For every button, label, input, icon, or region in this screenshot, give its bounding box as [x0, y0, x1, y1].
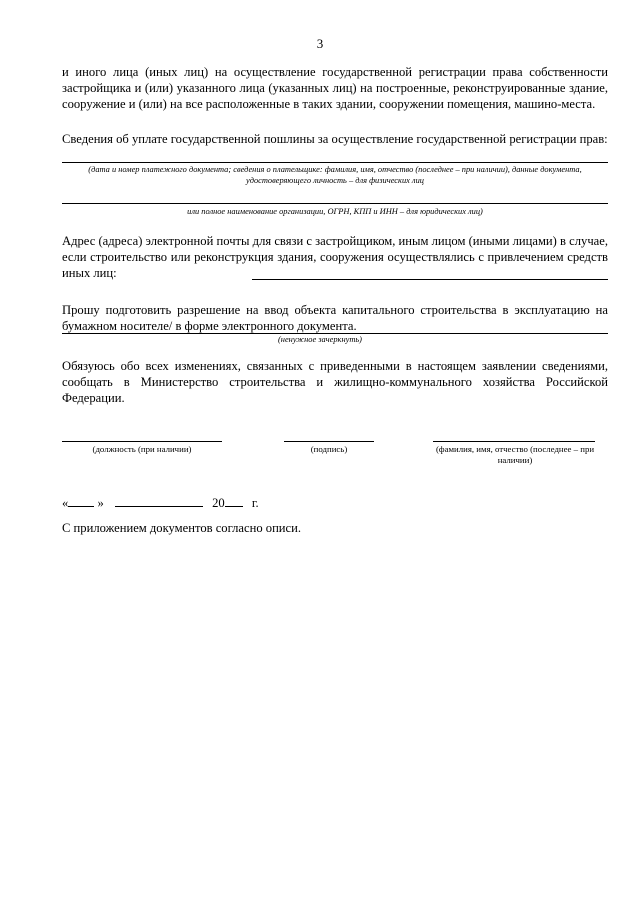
name-line	[433, 441, 595, 442]
fee-paragraph: Сведения об уплате государственной пошлины за осуществление государственной регистрации прав:	[62, 132, 608, 146]
date-close-quote: »	[97, 496, 104, 510]
month-blank	[115, 494, 203, 507]
fee-note-1: (дата и номер платежного документа; сведения о плательщике: фамилия, имя, отчество (последнее – при наличии), данные документа, удостоверяющего личность – для физических лиц	[88, 165, 582, 185]
year-suffix: г.	[251, 496, 259, 510]
fee-fill-line-1	[62, 162, 608, 163]
year-blank	[225, 494, 243, 507]
date-line	[62, 494, 259, 511]
position-caption: (должность (при наличии)	[92, 444, 192, 454]
date-open-quote: «	[62, 496, 69, 510]
fee-note-2: или полное наименование организации, ОГРН, КПП и ИНН – для юридических лиц)	[187, 207, 483, 216]
obligation-paragraph: Обязуюсь обо всех изменениях, связанных с приведенными в настоящем заявлении сведениями, сообщать в Министерство строительства и жилищно-коммунального хозяйства Российской Федерации.	[62, 359, 608, 405]
attachments-text: С приложением документов согласно описи.	[62, 521, 302, 535]
request-paragraph: Прошу подготовить разрешение на ввод объекта капитального строительства в эксплуатацию на бумажном носителе/ в форме электронного документа.	[62, 303, 608, 333]
fee-fill-line-2	[62, 203, 608, 204]
day-blank	[68, 494, 94, 507]
email-fill-line	[252, 279, 608, 280]
sign-caption: (подпись)	[310, 444, 348, 454]
email-paragraph: Адрес (адреса) электронной почты для связи с застройщиком, иным лицом (иными лицами) в случае, если строительство или реконструкция здания, сооружения осуществлялись с привлечением средств иных лиц:	[62, 234, 608, 280]
sign-line	[284, 441, 374, 442]
request-note: (ненужное зачеркнуть)	[278, 335, 362, 344]
position-line	[62, 441, 222, 442]
year-prefix: 20	[212, 496, 225, 510]
name-caption: (фамилия, имя, отчество (последнее – при наличии)	[435, 444, 595, 465]
page-number: 3	[316, 36, 324, 51]
intro-paragraph: и иного лица (иных лиц) на осуществление государственной регистрации права собственности застройщика и (или) указанного лица (указанных лиц) на построенные, реконструированные здание, сооружение и (или) на все расположенные в таких здании, сооружении помещения, машино-места.	[62, 65, 608, 111]
